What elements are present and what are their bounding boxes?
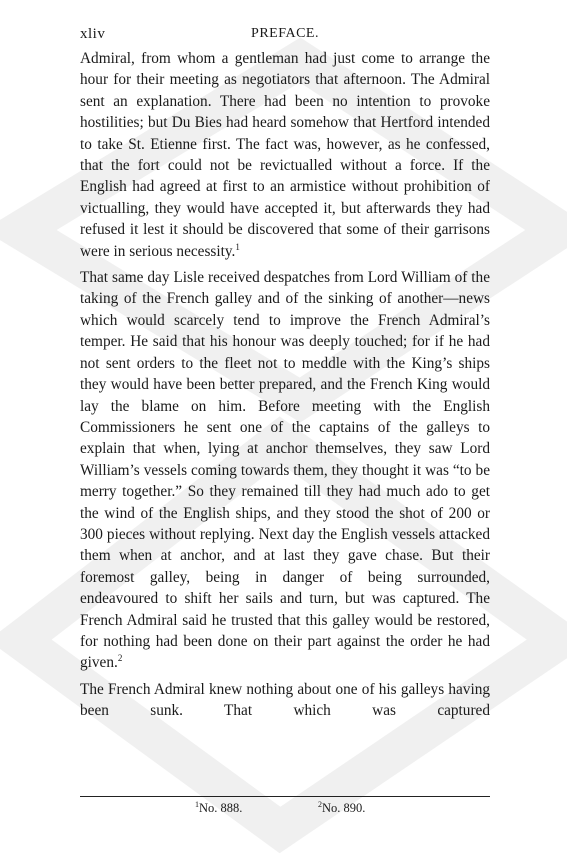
footnote-ref: 1 — [235, 241, 240, 252]
paragraph-text: That same day Lisle received despatches from Lord William of the taking of the French galley and of the sinking of another—news which would scarcely tend to improve the French Admiral’s temper. He said that his honour was deeply touched; for if he had not sent orders to the fleet not to meddle with the King’s ships they would have been better prepared, and the French King would lay the blame on him. Before meeting with the English Commissioners he sent one of the captains of the galleys to explain that when, lying at anchor themselves, they saw Lord William’s vessels coming towards them, they thought it was “to be merry together.” So they remained till they had much ado to get the wind of the English ships, and they stood the shot of 200 or 300 pieces without replying. Next day the English vessels attacked them when at anchor, and at last they gave chase. But their foremost galley, being in danger of being surrounded, endeavoured to shift her sails and turn, but was captured. The French Admiral said he trusted that this galley would be restored, for nothing had been done on their part against the order he had given. — [80, 269, 490, 672]
footnote-marker: 2 — [318, 799, 322, 809]
footnote — [195, 801, 242, 816]
running-header — [80, 18, 490, 48]
page-number: xliv — [80, 26, 106, 42]
footnote — [318, 801, 365, 816]
paragraph-text: The French Admiral knew nothing about one of his galleys having been sunk. That which was captured — [80, 680, 490, 720]
page — [80, 18, 490, 815]
footnote-text: No. 888. — [199, 801, 243, 815]
footnote-marker: 1 — [195, 799, 199, 809]
footnote-text: No. 890. — [322, 801, 366, 815]
paragraph — [80, 267, 490, 674]
footnote-rule — [80, 796, 490, 797]
running-title: PREFACE. — [251, 26, 319, 41]
paragraph — [80, 679, 490, 722]
footnote-ref: 2 — [117, 653, 123, 664]
body-text — [80, 48, 490, 722]
paragraph-text: Admiral, from whom a gentleman had just come to arrange the hour for their meeting as negotiators that afternoon. The Admiral sent an explanation. There had been no intention to provoke hostilities; but Du Bies had heard somehow that Hertford intended to take St. Etienne first. The fact was, however, as he confessed, that the fort could not be revictualled without a force. If the English had agreed at first to an armistice without prohibition of victualling, they would have accepted it, but afterwards they had refused it lest it should be discovered that some of their garrisons were in serious necessity. — [80, 50, 490, 260]
paragraph — [80, 48, 490, 262]
